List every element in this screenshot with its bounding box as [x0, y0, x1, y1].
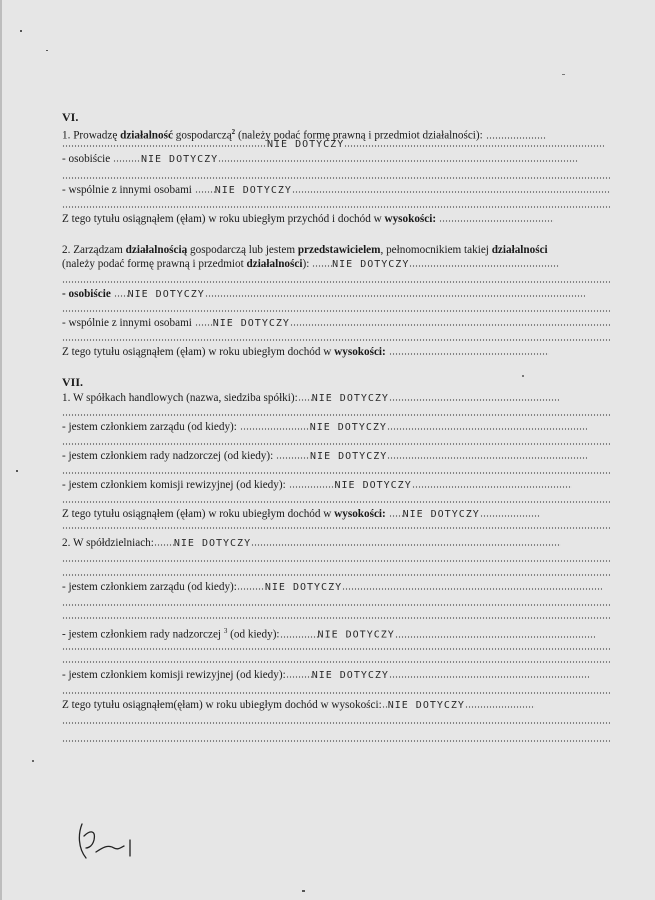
dotted-fill	[289, 486, 335, 488]
vii-item1-income-line	[62, 508, 610, 521]
vi-item1-jointly-label: - wspólnie z innymi osobami	[62, 184, 195, 196]
scan-speck	[522, 375, 524, 377]
vii-item2-income-label: Z tego tytułu osiągnąłem(ęłam) w roku ubiegłym dochód w wysokości:	[62, 699, 382, 711]
dotted-fill	[439, 220, 554, 222]
dotted-line	[62, 339, 610, 341]
vi-item2-line1-bold2: przedstawicielem	[297, 244, 381, 256]
dotted-fill	[389, 515, 403, 517]
vi-item2-line2-bold: działalności	[246, 258, 303, 270]
vi-item1-footnote: 2	[231, 128, 236, 136]
vi-item1-jointly-line	[62, 184, 610, 197]
dotted-line	[62, 722, 610, 724]
vi-item2-personally-value: NIE DOTYCZY	[127, 289, 205, 300]
vi-item1-text-bold: działalność	[120, 129, 173, 142]
vii-item2-footnote: 3	[223, 627, 228, 635]
dotted-line	[62, 648, 610, 650]
vii-item2-supervisory-label-post: (od kiedy):	[227, 628, 280, 641]
vi-item1-income-pre: Z tego tytułu osiągnąłem (ęłam) w roku ubiegłym przychód i dochód w	[62, 213, 385, 225]
dotted-fill	[387, 428, 587, 430]
dotted-line	[62, 574, 610, 576]
scan-speck	[302, 890, 305, 892]
vi-item2-income-line	[62, 346, 610, 359]
dotted-fill	[344, 145, 604, 147]
dotted-fill	[389, 399, 559, 401]
vii-item1-supervisory-label: - jestem członkiem rady nadzorczej (od kiedy):	[62, 450, 277, 462]
dotted-fill	[154, 544, 174, 546]
dotted-fill	[298, 399, 312, 401]
vi-item1-personally-label: - osobiście	[62, 153, 113, 165]
dotted-fill	[412, 486, 572, 488]
vii-item2-board-line	[62, 581, 610, 594]
vi-item2-line2	[62, 258, 610, 271]
vi-item1-text-mid: gospodarczą	[172, 129, 232, 142]
vii-item2-income-line	[62, 699, 610, 712]
vii-item2-income-value: NIE DOTYCZY	[387, 700, 465, 711]
dotted-line	[62, 740, 610, 742]
vii-item2-line	[62, 537, 610, 550]
dotted-line	[62, 443, 610, 445]
vi-item2-jointly-value: NIE DOTYCZY	[212, 318, 290, 329]
vii-item2-supervisory-value: NIE DOTYCZY	[317, 629, 395, 641]
vi-item2-line1-pre: 2. Zarządzam	[62, 244, 126, 256]
dotted-line	[62, 617, 610, 619]
vi-item2-income-bold: wysokości:	[334, 346, 386, 358]
vii-item2-board-label: - jestem członkiem zarządu (od kiedy):	[62, 581, 237, 593]
signature	[72, 818, 142, 864]
scan-speck	[46, 50, 48, 51]
vii-item2-board-value: NIE DOTYCZY	[264, 582, 343, 593]
vi-item1-answer: NIE DOTYCZY	[267, 139, 345, 150]
dotted-line	[62, 661, 610, 663]
vii-item1-income-bold: wysokości:	[334, 508, 386, 520]
dotted-fill	[276, 457, 310, 459]
vii-item2-answer: NIE DOTYCZY	[173, 538, 252, 549]
scan-speck	[32, 760, 34, 762]
vii-item1-label: 1. W spółkach handlowych (nazwa, siedziba spółki):	[62, 392, 298, 404]
dotted-line	[62, 604, 610, 606]
vi-item1-text-pre: 1. Prowadzę	[62, 129, 121, 142]
vii-item2-label: 2. W spółdzielniach:	[62, 537, 154, 549]
dotted-line	[62, 692, 610, 694]
dotted-fill	[237, 588, 265, 590]
dotted-fill	[465, 706, 535, 708]
vi-item1-personally-line	[62, 153, 610, 166]
vi-item1-text-post: (należy podać formę prawną i przedmiot działalności):	[235, 129, 486, 142]
vii-item1-supervisory-line	[62, 450, 610, 463]
vi-item2-personally-label: - osobiście	[62, 288, 114, 300]
vii-item1-audit-line	[62, 479, 610, 492]
vii-item1-answer: NIE DOTYCZY	[311, 393, 389, 404]
dotted-fill	[62, 145, 267, 147]
dotted-fill	[205, 295, 585, 297]
vi-item2-jointly-label: - wspólnie z innymi osobami	[62, 317, 195, 329]
dotted-fill	[387, 457, 587, 459]
vii-item2-supervisory-line	[62, 625, 610, 642]
dotted-fill	[114, 295, 128, 297]
vi-item1-jointly-value: NIE DOTYCZY	[214, 185, 292, 196]
vii-item1-board-line	[62, 421, 610, 434]
vi-item2-line1-post: , pełnomocnikiem takiej	[380, 244, 492, 256]
dotted-fill	[292, 191, 610, 193]
vi-item1-income-bold: wysokości:	[384, 213, 437, 225]
vii-item2-audit-value: NIE DOTYCZY	[311, 670, 389, 681]
vii-item1-audit-value: NIE DOTYCZY	[334, 480, 412, 491]
vi-item2-line1	[62, 244, 610, 257]
dotted-line	[62, 177, 610, 179]
section-vii-heading: VII.	[62, 375, 84, 389]
dotted-fill	[290, 324, 610, 326]
vii-item1-supervisory-value: NIE DOTYCZY	[310, 451, 388, 462]
dotted-fill	[389, 676, 589, 678]
vii-item2-supervisory-label: - jestem członkiem rady nadzorczej	[62, 628, 222, 641]
vi-item2-line1-mid: gospodarczą lub jestem	[187, 244, 298, 256]
dotted-fill	[480, 515, 540, 517]
vii-item2-audit-label: - jestem członkiem komisji rewizyjnej (od kiedy):	[62, 669, 286, 681]
vi-item2-personally-line	[62, 288, 610, 301]
dotted-line	[62, 560, 610, 562]
scan-speck	[20, 30, 22, 32]
dotted-fill	[312, 265, 332, 267]
section-vi-heading: VI.	[62, 110, 79, 124]
vii-item1-income-pre: Z tego tytułu osiągnąłem (ęłam) w roku ubiegłym dochód w	[62, 508, 335, 520]
dotted-fill	[395, 636, 595, 638]
vi-item2-income-pre: Z tego tytułu osiągnąłem (ęłam) w roku ubiegłym dochód w	[62, 346, 335, 358]
scan-speck	[16, 470, 18, 472]
vi-item1-answer-line	[62, 138, 610, 151]
dotted-fill	[389, 353, 549, 355]
vii-item1-audit-label: - jestem członkiem komisji rewizyjnej (od kiedy):	[62, 479, 289, 491]
vii-item1-income-value: NIE DOTYCZY	[402, 509, 480, 520]
dotted-line	[62, 310, 610, 312]
vii-item1-board-value: NIE DOTYCZY	[309, 422, 387, 433]
vi-item2-line2-post: ):	[302, 258, 313, 270]
vi-item2-answer: NIE DOTYCZY	[332, 259, 410, 270]
dotted-line	[62, 414, 610, 416]
dotted-fill	[218, 160, 578, 162]
vii-item1-line	[62, 392, 610, 405]
vi-item1-personally-value: NIE DOTYCZY	[140, 154, 219, 165]
dotted-line	[62, 501, 610, 503]
vii-item2-audit-line	[62, 669, 610, 682]
dotted-fill	[240, 428, 310, 430]
dotted-fill	[409, 265, 559, 267]
dotted-fill	[286, 676, 312, 678]
vi-item2-line2-pre: (należy podać formę prawną i przedmiot	[62, 258, 247, 270]
dotted-line	[62, 472, 610, 474]
dotted-fill	[280, 636, 318, 638]
vi-item2-jointly-line	[62, 317, 610, 330]
vi-item2-line1-bold1: działalnością	[125, 244, 188, 256]
dotted-line	[62, 281, 610, 283]
dotted-fill	[342, 588, 602, 590]
scan-speck	[562, 74, 565, 75]
vi-item1-income-line	[62, 213, 610, 226]
dotted-line	[62, 206, 610, 208]
dotted-fill	[113, 160, 141, 162]
vii-item1-board-label: - jestem członkiem zarządu (od kiedy):	[62, 421, 240, 433]
dotted-fill	[251, 544, 561, 546]
vi-item2-line1-bold3: działalności	[491, 244, 548, 256]
dotted-fill	[195, 191, 215, 193]
dotted-line	[62, 527, 610, 529]
dotted-fill	[195, 324, 213, 326]
